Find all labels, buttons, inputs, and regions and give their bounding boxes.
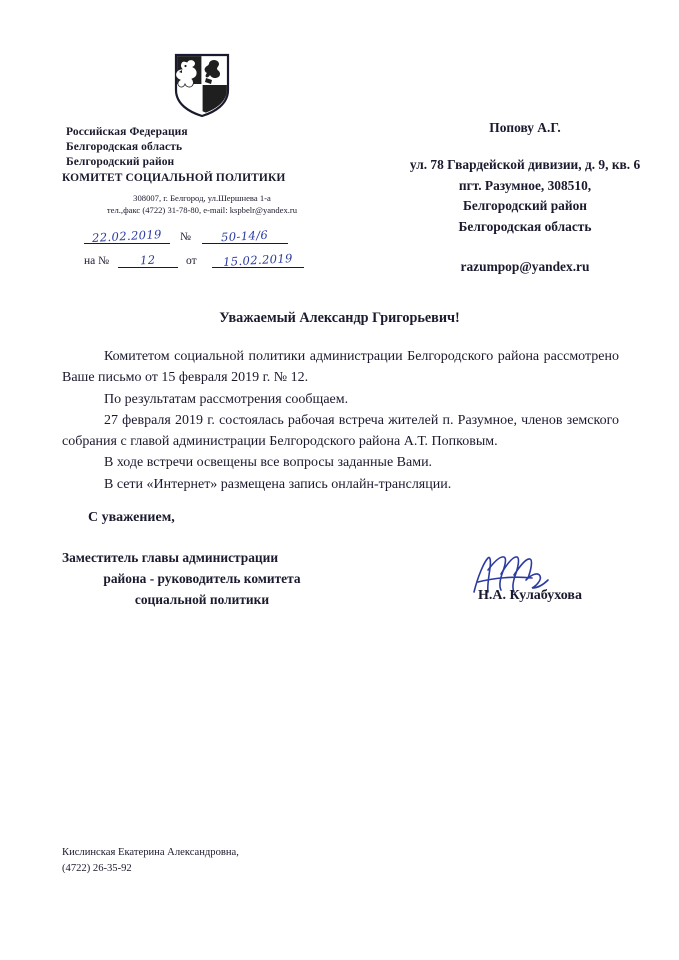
executor-name: Кислинская Екатерина Александровна, [62, 847, 239, 858]
incoming-number-label: на № [84, 254, 110, 267]
org-phone-email: тел.,факс (4722) 31-78-80, e-mail: kspbelr@yandex.ru [106, 205, 298, 216]
signer-title-line-2: района - руководитель комитета [103, 570, 301, 586]
organization-name [62, 125, 342, 186]
signer-title-line-3: социальной политики [134, 591, 270, 607]
addressee-line-4: Белгородская область [458, 219, 592, 235]
organization-contacts [62, 192, 342, 217]
outgoing-number-field [202, 229, 288, 244]
org-line-1: Российская Федерация [66, 126, 188, 138]
incoming-number-handwritten: 12 [139, 252, 157, 268]
body-paragraph: 27 февраля 2019 г. состоялась рабочая встреча жителей п. Разумное, членов земского собрания с главой администрации Белгородского района А.Т. Попковым. [62, 412, 619, 450]
body-paragraph: По результатам рассмотрения сообщаем. [104, 391, 349, 407]
body-paragraph: В ходе встречи освещены все вопросы заданные Вами. [104, 455, 433, 471]
incoming-date-field [212, 250, 304, 269]
org-address: 308007, г. Белгород, ул.Шершнева 1-а [133, 192, 271, 203]
signer-title-block [62, 548, 342, 610]
salutation: Уважаемый Александр Григорьевич! [219, 310, 460, 326]
reference-block [62, 225, 342, 273]
org-line-3: Белгородский район [66, 156, 175, 169]
signer-name: Н.А. Кулабухова [478, 588, 582, 603]
addressee-line-1: ул. 78 Гвардейской дивизии, д. 9, кв. 6 [409, 156, 641, 172]
org-line-2: Белгородская область [66, 141, 183, 154]
number-symbol: № [180, 230, 191, 243]
addressee-name: Попову А.Г. [489, 120, 561, 135]
letterhead [62, 52, 342, 273]
outgoing-ref-row [62, 225, 342, 245]
addressee-line-3: Белгородский район [463, 198, 587, 214]
letter-body [62, 346, 619, 495]
outgoing-date-handwritten: 22.02.2019 [91, 226, 163, 245]
org-line-4: КОМИТЕТ СОЦИАЛЬНОЙ ПОЛИТИКИ [62, 171, 286, 184]
executor-block [62, 845, 239, 877]
incoming-date-handwritten: 15.02.2019 [222, 250, 294, 269]
closing-phrase: С уважением, [88, 510, 175, 525]
addressee-line-2: пгт. Разумное, 308510, [458, 177, 592, 193]
belgorod-region-coat-of-arms-icon [173, 52, 231, 118]
incoming-date-label: от [186, 254, 197, 267]
signer-title-line-1: Заместитель главы администрации [62, 550, 279, 565]
outgoing-number-handwritten: 50-14/6 [221, 227, 269, 244]
incoming-ref-row [62, 249, 342, 269]
addressee-email: razumpop@yandex.ru [460, 258, 590, 274]
body-paragraph: В сети «Интернет» размещена запись онлайн-трансляции. [104, 476, 452, 492]
addressee-block [400, 118, 650, 278]
executor-phone: (4722) 26-35-92 [62, 862, 132, 874]
body-paragraph: Комитетом социальной политики администрации Белгородского района рассмотрено Ваше письмо от 15 февраля 2019 г. № 12. [62, 349, 619, 386]
outgoing-date-field [84, 226, 170, 245]
incoming-number-field [118, 253, 178, 268]
